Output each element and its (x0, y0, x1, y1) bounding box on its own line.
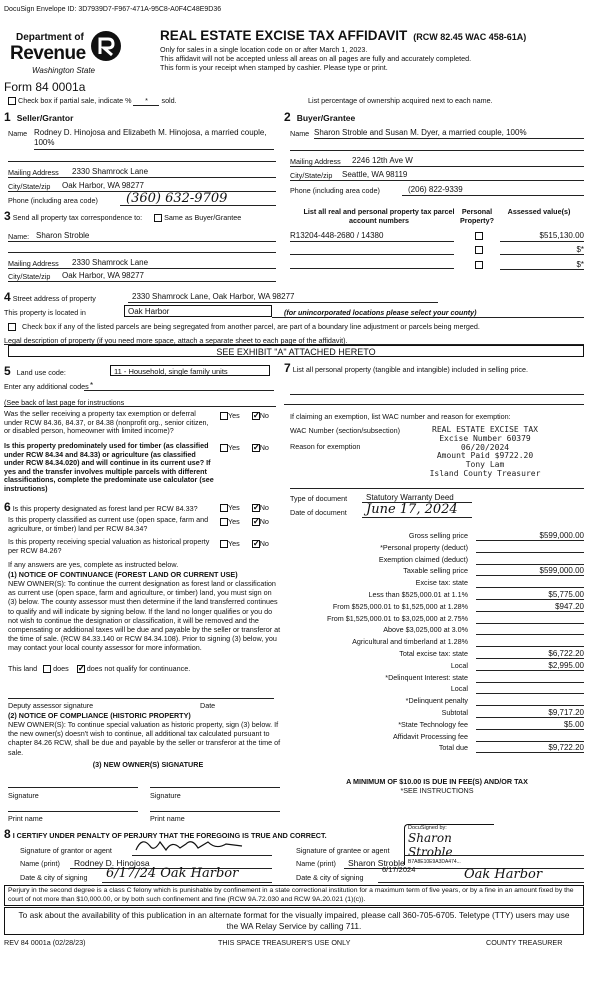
calc-row (290, 636, 584, 648)
buyer-city-label: City/State/zip (290, 171, 333, 180)
calc-row-label: Exemption claimed (deduct) (378, 554, 468, 564)
personal-property-checkbox[interactable] (475, 232, 483, 240)
calc-row-label: From $1,525,000.01 to $3,025,000 at 2.75% (326, 613, 468, 623)
grantor-name-label: Name (print) (20, 859, 60, 868)
grantor-date-city[interactable]: 6/17/24 Oak Harbor (106, 866, 239, 881)
calc-row (290, 589, 584, 601)
grantee-name-label: Name (print) (296, 859, 336, 868)
section-number: 6 (4, 500, 11, 514)
section-number: 7 (284, 361, 291, 375)
calc-row-label: Affidavit Processing fee (393, 731, 468, 741)
alt-format-box (4, 907, 584, 935)
calc-row-label: Total excise tax: state (399, 649, 468, 658)
seller-name-label: Name (8, 129, 28, 138)
calc-row (290, 707, 584, 719)
buyer-address-label: Mailing Address (290, 157, 341, 166)
current-use-question: Is this property classified as current use (open space, farm and agriculture, or timber) land per RCW 84.34? (8, 515, 209, 533)
sec3-label: Send all property tax correspondence to: (12, 213, 143, 222)
calc-row (290, 648, 584, 660)
stamp-line: Amount Paid $9722.20 (436, 451, 534, 461)
sec4-street-row (4, 290, 96, 304)
timber-question: Is this property predominately used for timber (as classified under RCW 84.34 and 84.33) or agriculture (as classified under RCW 84.34.020) and will continue in its current use? If yes and the transfer involves multiple parcels with different classifications, complete the predominate use calculator (see instructions) (4, 441, 214, 493)
notice-continuance-text: NEW OWNER(S): To continue the current designation as forest land or classification as current use (open space, farm and agriculture, or timber) land, you must sign on (3) below. The county assessor must then determine if the land transferred continues to qualify and will indicate by signing below. If the land no longer qualifies or you do not wish to continue the designation or classification, it will be removed and the compensating or additional taxes will be due and payable by the seller or transferor at the time of sale. (RCW 84.33.140 or RCW 84.34.108). Prior to signing (3) below, you may contact your local county assessor for more information. (8, 579, 281, 653)
stamp-line: 06/20/2024 (460, 442, 510, 452)
section-number: 8 (4, 827, 11, 841)
alt-format-text: To ask about the availability of this publication in an alternate format for the visually impaired, please call 360-705-6705. Teletype (TTY) users may use the WA Relay Service by calling 711. (18, 910, 570, 931)
logo-emblem-icon (90, 30, 122, 62)
personal-property-checkbox[interactable] (475, 246, 483, 254)
partial-sale-checkbox[interactable] (8, 97, 16, 105)
minimum-due-note: A MINIMUM OF $10.00 IS DUE IN FEE(S) AND/OR TAX (346, 777, 528, 786)
buyer-address[interactable]: 2246 12th Ave W (352, 156, 413, 165)
calc-row-label: Agricultural and timberland at 1.28% (352, 637, 468, 647)
calc-row-label: Less than $525,000.01 at 1.1% (368, 590, 468, 599)
assessed-value-header: Assessed value(s) (507, 207, 571, 216)
sec3-name-label: Name: (8, 232, 30, 241)
seller-phone-label: Phone (including area code) (8, 196, 98, 205)
logo-line1: Department of (16, 32, 84, 43)
no-label: No (259, 503, 269, 512)
calc-row-value[interactable]: $5.00 (476, 720, 584, 730)
notice-compliance-text: NEW OWNER(S): To continue special valuation as historic property, sign (3) below. If the new owner(s) doesn't wish to continue, all additional tax calculated pursuant to chapter 84.26 RCW, shall be due and payable by the seller or transferor at the time of sale. (8, 720, 281, 757)
additional-codes-input[interactable]: * (90, 381, 94, 390)
seller-address[interactable]: 2330 Shamrock Lane (72, 167, 149, 176)
calc-row-value[interactable] (476, 578, 584, 588)
county-treasurer-label: COUNTY TREASURER (486, 938, 563, 947)
street-address[interactable]: 2330 Shamrock Lane, Oak Harbor, WA 98277 (132, 292, 295, 301)
grantor-date-label: Date & city of signing (20, 873, 88, 882)
calc-row (290, 731, 584, 743)
calc-row (290, 719, 584, 731)
seller-name[interactable]: Rodney D. Hinojosa and Elizabeth M. Hinojosa, a married couple, 100% (34, 128, 267, 147)
calc-row (290, 530, 584, 542)
calc-row-value[interactable] (476, 625, 584, 635)
signature-label: Signature (8, 791, 39, 800)
calc-row-label: Excise tax: state (415, 578, 468, 588)
this-land-label: This land (8, 664, 38, 673)
title-reference: (RCW 82.45 WAC 458-61A) (413, 32, 527, 42)
seller-heading-label: Seller/Grantor (16, 113, 74, 123)
calc-row-label: From $525,000.01 to $1,525,000 at 1.28% (332, 601, 468, 611)
ownership-note: List percentage of ownership acquired next to each name. (308, 96, 493, 105)
calc-row (290, 742, 584, 754)
deputy-date-label: Date (200, 701, 216, 710)
personal-property-checkbox[interactable] (475, 261, 483, 269)
personal-property-label: List all personal property (tangible and intangible) included in selling price. (292, 365, 529, 374)
historic-no-checkbox[interactable] (252, 540, 260, 548)
section-number: 2 (284, 110, 291, 124)
dor-logo (6, 30, 126, 82)
sec7-row (284, 361, 584, 375)
form-number: Form 84 0001a (4, 80, 86, 94)
note-line: Only for sales in a single location code on or after March 1, 2023. (160, 45, 368, 54)
grantee-date-label: Date & city of signing (296, 873, 364, 882)
calc-row (290, 601, 584, 613)
title-block (160, 28, 526, 43)
forest-no-checkbox[interactable] (252, 504, 260, 512)
same-as-buyer-label: Same as Buyer/Grantee (164, 213, 242, 222)
buyer-name[interactable]: Sharon Stroble and Susan M. Dyer, a married couple, 100% (314, 128, 527, 137)
wac-label: WAC Number (section/subsection) (290, 426, 400, 435)
q1-no-checkbox[interactable] (252, 412, 260, 420)
current-use-yes-checkbox[interactable] (220, 518, 228, 526)
sec6-q2-options (220, 517, 269, 526)
assessed-value[interactable]: $* (576, 260, 584, 269)
calc-row (290, 542, 584, 554)
treasurer-use-label: THIS SPACE TREASURER'S USE ONLY (218, 938, 351, 947)
doc-date[interactable]: June 17, 2024 (366, 502, 458, 517)
seller-city-label: City/State/zip (8, 182, 51, 191)
no-label: No (259, 517, 269, 526)
new-owner-signature-title: (3) NEW OWNER(S) SIGNATURE (92, 760, 204, 769)
segregated-checkbox[interactable] (8, 323, 16, 331)
see-back-note: (See back of last page for instructions (4, 398, 125, 407)
no-label: No (259, 411, 269, 420)
certify-statement: I CERTIFY UNDER PENALTY OF PERJURY THAT THE FOREGOING IS TRUE AND CORRECT. (12, 831, 327, 840)
calc-row-value[interactable]: $947.20 (476, 602, 584, 612)
does-not-label: does not qualify for continuance. (86, 664, 191, 673)
calc-row-label: Subtotal (441, 708, 468, 717)
section-number: 4 (4, 290, 11, 304)
treasurer-stamp (410, 426, 560, 479)
grantee-signature[interactable]: Sharon Stroble (408, 831, 453, 859)
calc-row (290, 660, 584, 672)
forest-yes-checkbox[interactable] (220, 504, 228, 512)
calc-row-value[interactable]: $9,722.20 (476, 743, 584, 753)
deputy-signature-label: Deputy assessor signature (8, 701, 94, 710)
historic-question: Is this property receiving special valuation as historical property per RCW 84.26? (8, 537, 210, 555)
calc-row-label: *State Technology fee (398, 719, 468, 729)
no-label: No (259, 443, 269, 452)
calc-row-label: Local (450, 684, 468, 694)
calc-row (290, 683, 584, 695)
grantor-signature-graphic (132, 834, 252, 856)
segregated-label: Check box if any of the listed parcels are being segregated from another parcel, are part of a boundary line adjustment or parcels being merged. (22, 322, 480, 331)
docusigned-label: DocuSigned by: (408, 825, 447, 831)
stamp-line: Island County Treasurer (429, 468, 541, 478)
seller-heading (4, 110, 73, 124)
reason-label: Reason for exemption (290, 442, 361, 451)
buyer-name-label: Name (290, 129, 310, 138)
grantor-name[interactable]: Rodney D. Hinojosa (74, 858, 150, 868)
doc-type[interactable]: Statutory Warranty Deed (366, 493, 454, 502)
sec3-address[interactable]: 2330 Shamrock Lane (72, 258, 149, 267)
stamp-line: REAL ESTATE EXCISE TAX (432, 425, 538, 434)
exemption-label: If claiming an exemption, list WAC number and reason for exemption: (290, 412, 511, 421)
doc-date-label: Date of document (290, 508, 347, 517)
perjury-text: Perjury in the second degree is a class C felony which is punishable by confinement in a state correctional institution for a maximum term of five years, or by a fine in an amount fixed by the court of not more than $10,000.00, or by both such confinement and fine (RCW 9A.72.030 and RCW 9A.20.021 (1)(c)). (8, 887, 574, 903)
sec5-row (4, 364, 66, 378)
sec3-address-label: Mailing Address (8, 259, 59, 268)
land-use-label: Land use code: (16, 368, 66, 377)
section-number: 1 (4, 110, 11, 124)
calc-row (290, 695, 584, 707)
grantee-date[interactable]: 6/17/2024 (382, 865, 416, 874)
calc-row-value[interactable] (476, 614, 584, 624)
grantee-signature-label: Signature of grantee or agent (296, 846, 390, 855)
sec6-q3-options (220, 539, 269, 548)
calc-row-label: *Personal property (deduct) (380, 542, 468, 552)
legal-label: Legal description of property (if you need more space, attach a separate sheet to each page of the affidavit). (4, 336, 348, 345)
no-label: No (259, 539, 269, 548)
partial-sale-sold: sold. (161, 96, 177, 105)
perjury-box (4, 885, 584, 906)
see-instructions: *SEE INSTRUCTIONS (400, 786, 474, 795)
partial-sale-label: Check box if partial sale, indicate % (18, 96, 132, 105)
notice-compliance-title: (2) NOTICE OF COMPLIANCE (HISTORIC PROPERTY) (8, 711, 191, 720)
sec3-name[interactable]: Sharon Stroble (36, 231, 90, 240)
q1-yes-checkbox[interactable] (220, 412, 228, 420)
q1-options (220, 411, 269, 420)
calc-row-label: Above $3,025,000 at 3.0% (383, 625, 468, 635)
located-note: (for unincorporated locations please select your county) (284, 308, 477, 317)
calc-row-value[interactable] (476, 543, 584, 553)
sec3-city-label: City/State/zip (8, 272, 51, 281)
calc-row-value[interactable]: $2,995.00 (476, 661, 584, 671)
calc-row-label: Taxable selling price (403, 566, 468, 576)
calc-row-value[interactable]: $5,775.00 (476, 590, 584, 600)
land-use-select[interactable]: 11 - Household, single family units (110, 365, 270, 376)
calc-row (290, 613, 584, 625)
location-select[interactable]: Oak Harbor (124, 305, 272, 317)
section-number: 3 (4, 209, 11, 223)
buyer-heading (284, 110, 355, 124)
exemption-question: Was the seller receiving a property tax exemption or deferral under RCW 84.36, 84.37, or 84.38 (nonprofit org., senior citizen, or disabled person, homeowner with limited income)? (4, 409, 209, 435)
yes-label: Yes (228, 539, 240, 548)
calc-row-value[interactable] (476, 696, 584, 706)
calc-row-value[interactable]: $599,000.00 (476, 531, 584, 541)
sec3-city[interactable]: Oak Harbor, WA 98277 (62, 271, 144, 280)
calc-row-value[interactable]: $599,000.00 (476, 566, 584, 576)
assessed-value[interactable]: $* (576, 245, 584, 254)
calc-row-label: Gross selling price (408, 531, 468, 540)
calc-row-label: Total due (438, 743, 468, 753)
notice-continuance-title: (1) NOTICE OF CONTINUANCE (FOREST LAND OR CURRENT USE) (8, 570, 238, 579)
q2-no-checkbox[interactable] (252, 444, 260, 452)
yes-label: Yes (228, 443, 240, 452)
if-yes-note: If any answers are yes, complete as instructed below. (8, 560, 179, 569)
personal-property-header: Personal Property? (460, 207, 494, 225)
additional-codes-label: Enter any additional codes (4, 382, 89, 391)
forest-question: Is this property designated as forest land per RCW 84.33? (12, 504, 198, 513)
title-notes (160, 45, 471, 72)
legal-description[interactable]: SEE EXHIBIT "A" ATTACHED HERETO (8, 345, 584, 357)
located-label: This property is located in (4, 308, 86, 317)
calc-row-value[interactable]: $6,722.20 (476, 649, 584, 659)
segregated-row (8, 322, 480, 331)
calc-row-label: Local (450, 660, 468, 670)
buyer-heading-label: Buyer/Grantee (296, 113, 356, 123)
page-title: REAL ESTATE EXCISE TAX AFFIDAVIT (160, 28, 408, 43)
stamp-line: Tony Lam (465, 460, 505, 470)
signature-label: Signature (150, 791, 181, 800)
docusign-id: B7A8E10E9A3DA474... (408, 859, 461, 865)
calc-row-value[interactable] (476, 732, 584, 742)
section-number: 5 (4, 364, 11, 378)
grantee-name[interactable]: Sharon Stroble (348, 858, 405, 868)
grantee-city[interactable]: Oak Harbor (464, 867, 543, 882)
does-label: does (53, 664, 69, 673)
calc-row (290, 672, 584, 684)
docusign-signature-box (404, 824, 494, 865)
assessed-value[interactable]: $515,130.00 (539, 231, 584, 240)
yes-label: Yes (228, 411, 240, 420)
note-line: This affidavit will not be accepted unless all areas on all pages are fully and accurately completed. (160, 54, 472, 63)
calc-row (290, 624, 584, 636)
sec6-q1-options (220, 503, 269, 512)
note-line: This form is your receipt when stamped by cashier. Please type or print. (160, 63, 388, 72)
calc-row-label: *Delinquent Interest: state (385, 672, 468, 682)
doc-type-label: Type of document (290, 494, 348, 503)
calc-row (290, 577, 584, 589)
same-as-buyer-checkbox[interactable] (154, 214, 162, 222)
print-name-label: Print name (8, 814, 43, 823)
yes-label: Yes (228, 517, 240, 526)
current-use-no-checkbox[interactable] (252, 518, 260, 526)
logo-line3: Washington State (32, 66, 96, 75)
q2-options (220, 443, 269, 452)
buyer-city[interactable]: Seattle, WA 98119 (342, 170, 408, 179)
partial-sale-row (8, 96, 177, 106)
logo-line2: Revenue (10, 43, 86, 64)
seller-phone[interactable]: (360) 632-9709 (126, 191, 228, 206)
continuance-row (8, 664, 190, 673)
buyer-phone-label: Phone (including area code) (290, 186, 380, 195)
q2-yes-checkbox[interactable] (220, 444, 228, 452)
historic-yes-checkbox[interactable] (220, 540, 228, 548)
does-qualify-checkbox[interactable] (43, 665, 51, 673)
calc-row-value[interactable] (476, 555, 584, 565)
calc-row-value[interactable] (476, 673, 584, 683)
grantor-signature-label: Signature of grantor or agent (20, 846, 112, 855)
calc-row (290, 565, 584, 577)
yes-label: Yes (228, 503, 240, 512)
does-not-qualify-checkbox[interactable] (77, 665, 85, 673)
print-name-label: Print name (150, 814, 185, 823)
sec3-row (4, 209, 241, 223)
seller-address-label: Mailing Address (8, 168, 59, 177)
calc-row-value[interactable] (476, 637, 584, 647)
calc-row-label: *Delinquent penalty (405, 696, 468, 706)
partial-sale-percent[interactable]: * (133, 96, 159, 106)
calc-row-value[interactable] (476, 684, 584, 694)
envelope-id: DocuSign Envelope ID: 3D7939D7-F967-471A-95C8-A0F4C48E9D36 (4, 6, 222, 13)
parcels-col-header: List all real and personal property tax parcel account numbers (303, 207, 455, 225)
sec6-q1 (4, 500, 214, 514)
calc-row-value[interactable]: $9,717.20 (476, 708, 584, 718)
street-label: Street address of property (12, 294, 96, 303)
parcel-number[interactable]: R13204-448-2680 / 14380 (290, 231, 384, 240)
stamp-line: Excise Number 60379 (439, 433, 531, 443)
calc-row (290, 554, 584, 566)
seller-city[interactable]: Oak Harbor, WA 98277 (62, 181, 144, 190)
form-revision: REV 84 0001a (02/28/23) (4, 938, 86, 947)
buyer-phone[interactable]: (206) 822-9339 (408, 185, 463, 194)
